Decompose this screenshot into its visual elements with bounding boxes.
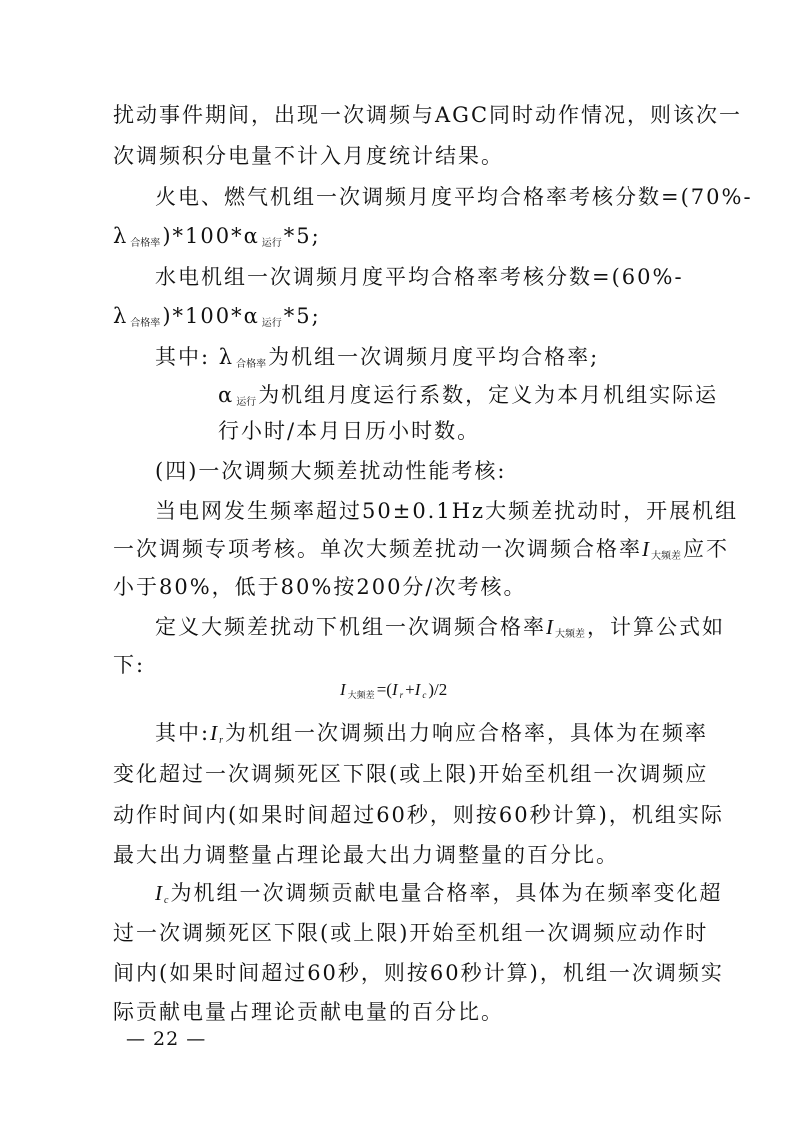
text-fragment: 一次调频专项考核。单次大频差扰动一次调频合格率 <box>113 537 642 561</box>
text-line: 下: <box>113 653 146 677</box>
i-symbol: I <box>210 721 218 745</box>
subscript: 运行 <box>236 397 257 408</box>
alpha-symbol: α <box>243 304 260 328</box>
formula-part: =( <box>376 680 392 699</box>
text-fragment: 应不 <box>683 537 729 561</box>
i-symbol: I <box>155 881 162 905</box>
subscript: 运行 <box>261 238 282 249</box>
label-qizhong: 其中: <box>155 345 211 369</box>
subscript: c <box>164 895 169 906</box>
subscript: 大频差 <box>347 690 375 700</box>
formula-line-hydro <box>113 301 321 339</box>
subscript: r <box>219 735 223 746</box>
text-line: 水电机组一次调频月度平均合格率考核分数=(60%- <box>155 265 684 289</box>
text-line: 当电网发生频率超过50±0.1Hz大频差扰动时，开展机组 <box>155 499 739 523</box>
text-line: 变化超过一次调频死区下限(或上限)开始至机组一次调频应 <box>113 762 709 786</box>
subscript: 合格率 <box>130 238 161 249</box>
text-line: 际贡献电量占理论贡献电量的百分比。 <box>113 1000 504 1024</box>
lambda-symbol: λ <box>113 224 129 248</box>
definition-alpha <box>218 380 718 418</box>
label-qizhong: 其中: <box>155 721 211 745</box>
text-line: 动作时间内(如果时间超过60秒，则按60秒计算)，机组实际 <box>113 803 724 827</box>
text-line: 小于80%，低于80%按200分/次考核。 <box>113 575 527 599</box>
subscript: c <box>422 690 427 700</box>
definition-text: 为机组一次调频贡献电量合格率，具体为在频率变化超 <box>170 881 723 905</box>
rate-formula <box>340 680 447 701</box>
formula-tail: )*100* <box>162 224 244 248</box>
i-symbol: I <box>546 615 553 639</box>
text-fragment: ，计算公式如 <box>587 615 725 639</box>
alpha-symbol: α <box>243 224 260 248</box>
text-fragment: 定义大频差扰动下机组一次调频合格率 <box>155 615 546 639</box>
alpha-symbol: α <box>218 383 235 407</box>
i-symbol: I <box>391 680 398 699</box>
subscript: r <box>399 690 404 700</box>
formula-part: )/2 <box>428 680 448 699</box>
lambda-symbol: λ <box>113 304 129 328</box>
subscript: 大频差 <box>651 551 681 562</box>
definition-ir <box>155 718 708 756</box>
i-symbol: I <box>414 680 421 699</box>
i-symbol: I <box>340 680 346 699</box>
text-line: 扰动事件期间，出现一次调频与AGC同时动作情况，则该次一 <box>113 103 743 127</box>
formula-tail: )*100* <box>162 304 244 328</box>
text-line: 行小时/本月日历小时数。 <box>218 419 481 443</box>
subscript: 运行 <box>261 318 282 329</box>
definition-text: 为机组一次调频月度平均合格率; <box>268 345 600 369</box>
section-heading: (四)一次调频大频差扰动性能考核: <box>155 459 507 483</box>
subscript: 合格率 <box>236 359 267 370</box>
subscript: 大频差 <box>555 629 585 640</box>
formula-line-thermal <box>113 221 321 259</box>
single-rate-line <box>113 534 729 572</box>
definition-text: 为机组一次调频出力响应合格率，具体为在频率 <box>224 721 708 745</box>
text-line: 火电、燃气机组一次调频月度平均合格率考核分数=(70%- <box>155 185 753 209</box>
subscript: 合格率 <box>130 318 161 329</box>
definition-ic <box>155 878 722 916</box>
i-symbol: I <box>642 537 649 561</box>
text-line: 过一次调频死区下限(或上限)开始至机组一次调频应动作时 <box>113 921 709 945</box>
page-number: — 22 — <box>126 1028 207 1050</box>
lambda-symbol: λ <box>218 345 235 369</box>
text-line: 次调频积分电量不计入月度统计结果。 <box>113 144 504 168</box>
formula-times: *5; <box>283 304 321 328</box>
definition-text: 为机组月度运行系数，定义为本月机组实际运 <box>258 383 719 407</box>
definition-lambda <box>155 342 599 380</box>
text-line: 间内(如果时间超过60秒，则按60秒计算)，机组一次调频实 <box>113 961 724 985</box>
definition-line <box>155 612 725 650</box>
text-line: 最大出力调整量占理论最大出力调整量的百分比。 <box>113 843 619 867</box>
formula-part: + <box>405 680 415 699</box>
formula-times: *5; <box>283 224 321 248</box>
